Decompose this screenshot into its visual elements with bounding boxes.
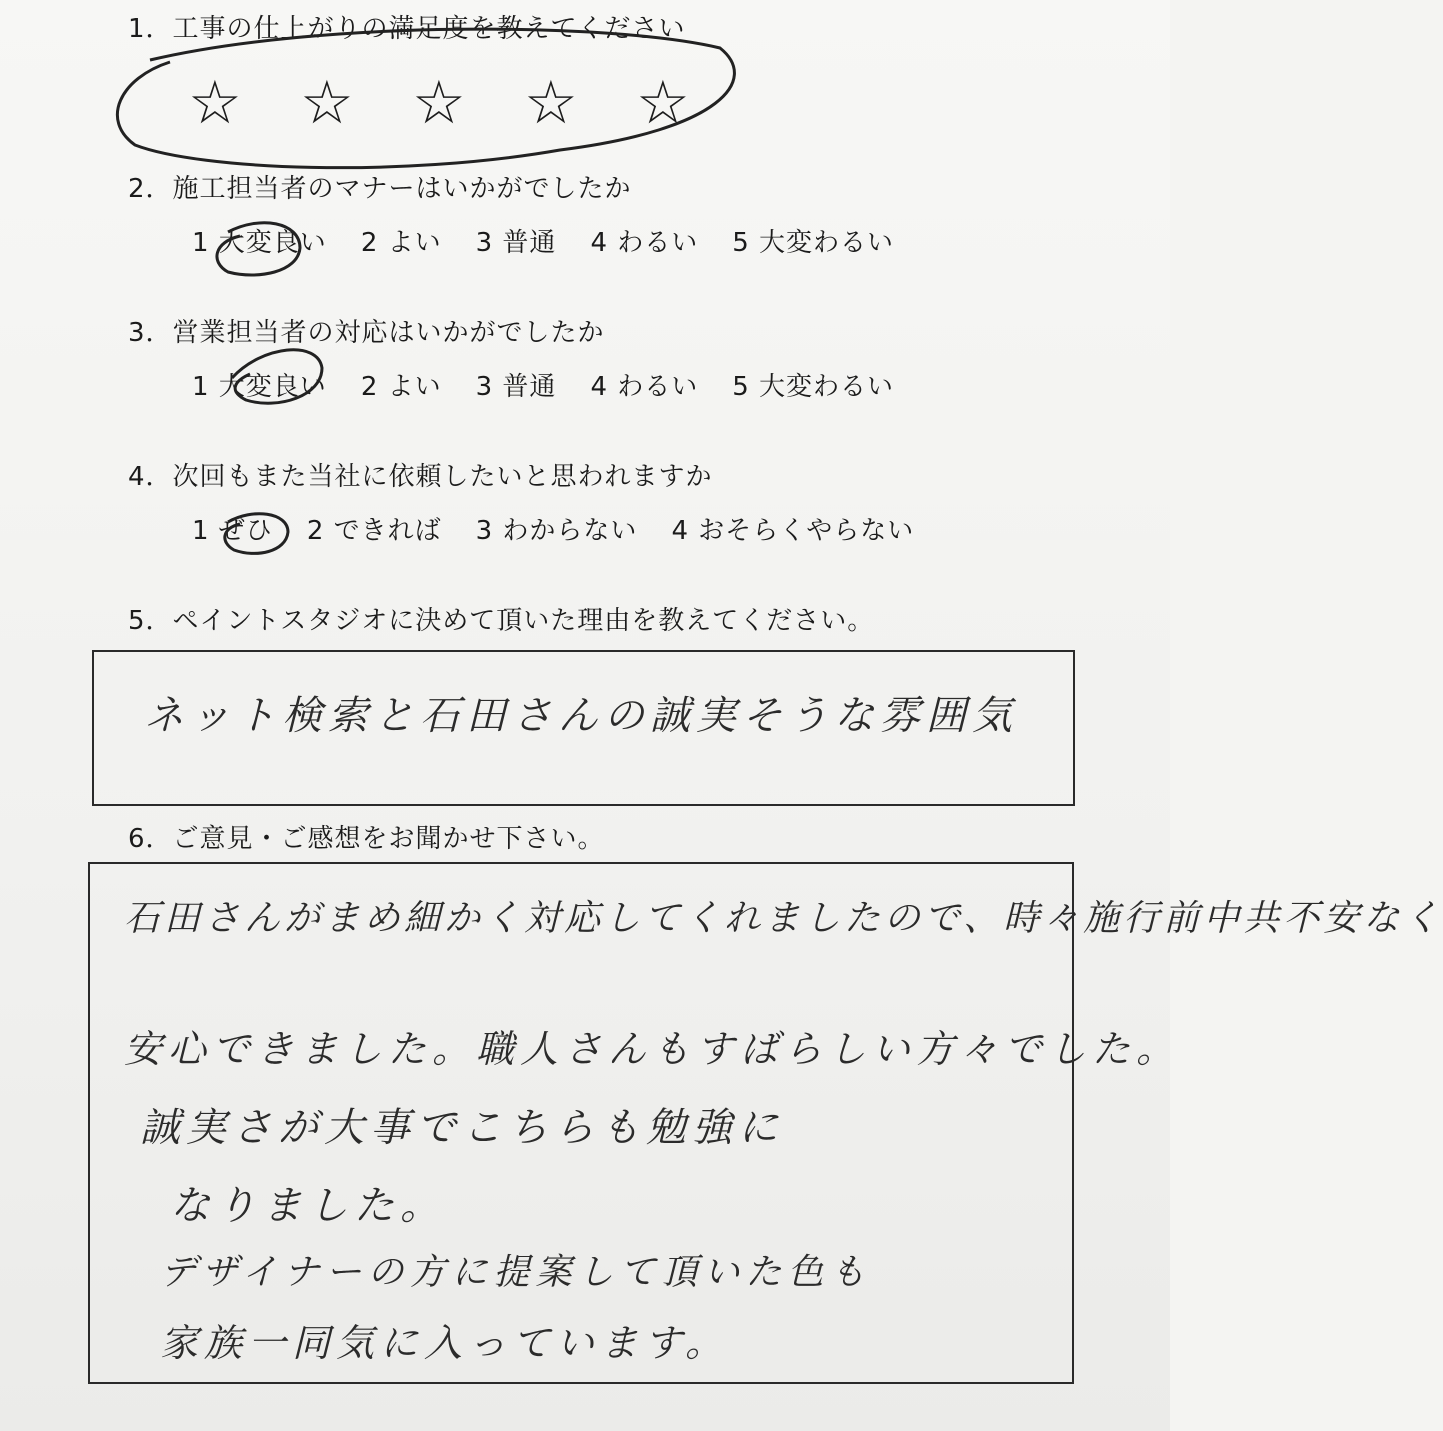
answer-6-line: デザイナーの方に提案して頂いた色も [160, 1252, 872, 1293]
question-3-options [192, 366, 928, 403]
star-icon[interactable]: ☆ [636, 68, 690, 138]
answer-5-text: ネット検索と石田さんの誠実そうな雰囲気 [144, 693, 1018, 739]
answer-6-line: 誠実さが大事でこちらも勉強に [140, 1105, 784, 1151]
question-2-options [192, 222, 928, 259]
answer-6-box[interactable] [88, 862, 1443, 1384]
question-3-label: 3．営業担当者の対応はいかがでしたか [128, 318, 605, 348]
star-icon[interactable]: ☆ [412, 68, 466, 138]
star-rating[interactable] [188, 68, 748, 138]
option-2[interactable]: 2 よい [360, 228, 442, 258]
question-4-options [192, 510, 948, 547]
answer-5-box[interactable] [92, 650, 1075, 806]
option-1[interactable]: 1 ぜひ [192, 516, 273, 546]
star-icon[interactable]: ☆ [188, 68, 242, 138]
question-5-label: 5．ペイントスタジオに決めて頂いた理由を教えてください。 [128, 606, 875, 636]
option-4[interactable]: 4 おそらくやらない [671, 516, 915, 546]
option-3[interactable]: 3 普通 [475, 372, 557, 402]
star-icon[interactable]: ☆ [524, 68, 578, 138]
option-5[interactable]: 5 大変わるい [732, 228, 895, 258]
answer-6-line: 石田さんがまめ細かく対応してくれましたので、時々施行前中共不安なく [124, 898, 1443, 939]
question-6-label: 6．ご意見・ご感想をお聞かせ下さい。 [128, 824, 605, 854]
option-2[interactable]: 2 よい [360, 372, 442, 402]
option-3[interactable]: 3 普通 [475, 228, 557, 258]
answer-6-line: 安心できました。職人さんもすばらしい方々でした。 [124, 1027, 1181, 1071]
question-2-label: 2．施工担当者のマナーはいかがでしたか [128, 174, 632, 204]
option-2[interactable]: 2 できれば [306, 516, 442, 546]
option-1[interactable]: 1 大変良い [192, 228, 327, 258]
option-4[interactable]: 4 わるい [590, 372, 699, 402]
answer-6-line: 家族一同気に入っています。 [160, 1321, 729, 1365]
question-4-label: 4．次回もまた当社に依頼したいと思われますか [128, 462, 713, 492]
option-3[interactable]: 3 わからない [475, 516, 638, 546]
option-1[interactable]: 1 大変良い [192, 372, 327, 402]
option-5[interactable]: 5 大変わるい [732, 372, 895, 402]
option-4[interactable]: 4 わるい [590, 228, 699, 258]
answer-6-line: なりました。 [170, 1183, 446, 1229]
question-1-label: 1．工事の仕上がりの満足度を教えてください [128, 14, 686, 44]
star-icon[interactable]: ☆ [300, 68, 354, 138]
